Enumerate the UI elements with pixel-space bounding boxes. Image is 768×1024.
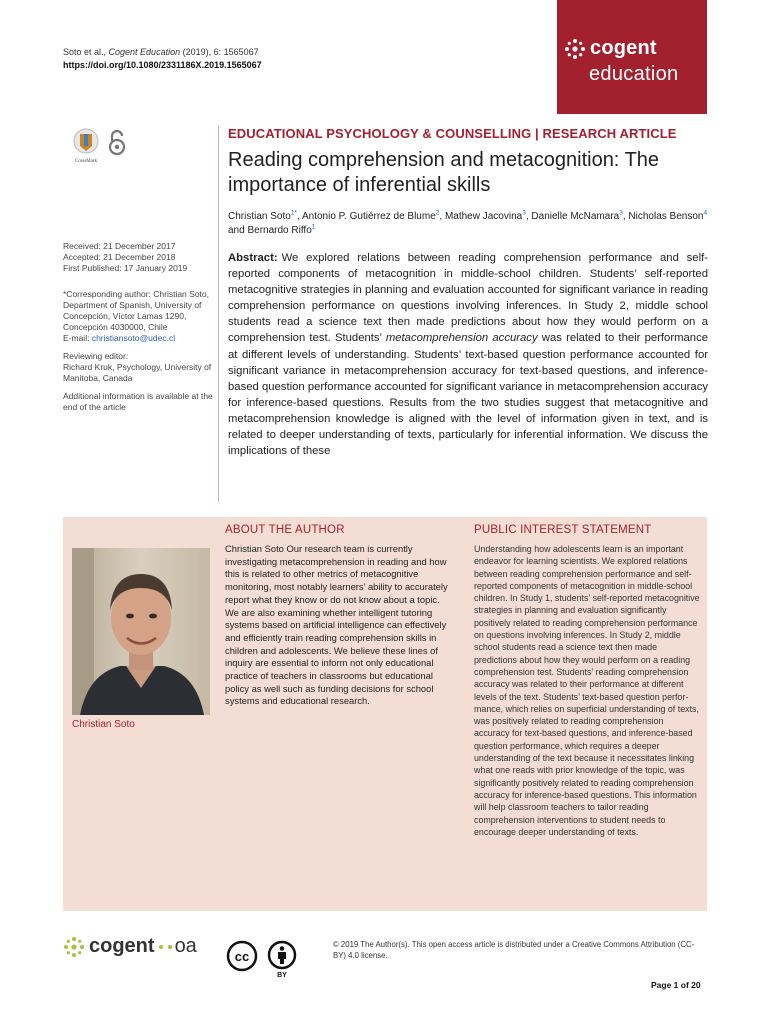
cc-by-license-badge[interactable] [226, 940, 298, 978]
brand-line1: cogent [590, 37, 657, 59]
cc-text: cc [234, 949, 250, 964]
journal-brand [557, 0, 707, 114]
logo-main-text: cogent [89, 935, 155, 957]
license-statement: © 2019 The Author(s). This open access article is distributed under a Creative Commons Attribution (CC-BY) 4.0 license. [333, 940, 695, 960]
column-divider [218, 126, 219, 502]
about-author-heading: ABOUT THE AUTHOR [225, 524, 345, 536]
crossmark-label: CrossMark [74, 159, 98, 164]
cogent-burst-icon [564, 38, 586, 60]
cogent-oa-logo[interactable] [63, 935, 197, 958]
author[interactable]: Mathew Jacovina$^3$ [444, 209, 526, 222]
badges [73, 128, 127, 164]
citation-block [63, 46, 262, 72]
author-photo [72, 548, 210, 715]
creative-commons-icon [226, 940, 258, 972]
correspondence-info [63, 289, 215, 420]
doi-link[interactable]: https://doi.org/10.1080/2331186X.2019.1565067 [63, 60, 262, 70]
logo-dots-icon [158, 943, 174, 951]
author-portrait-image [72, 548, 210, 715]
additional-info: Additional information is available at the end of the article [63, 391, 213, 412]
author[interactable]: Christian Soto$^{1*}$ [228, 209, 297, 222]
public-interest-heading: PUBLIC INTEREST STATEMENT [474, 524, 652, 536]
citation-line: Soto et al., Cogent Education (2019), 6: 1565067 [63, 47, 259, 57]
corresponding-author: *Corresponding author: Christian Soto, Department of Spanish, University of Concepción, Víctor Lamas 1290, Concepción 4030000, Chile E-mail: christiansoto@udec.cl [63, 289, 209, 343]
received-date: Received: 21 December 2017 [63, 241, 176, 251]
crossmark-badge[interactable] [73, 128, 99, 164]
brand-line2: education [589, 63, 679, 85]
open-access-icon [107, 128, 127, 158]
author[interactable]: Bernardo Riffo$^1$ [247, 223, 316, 236]
by-text: BY [277, 972, 287, 978]
cogent-burst-icon [63, 936, 85, 958]
logo-suffix-text: oa [174, 935, 197, 957]
author-email-link[interactable]: christiansoto@udec.cl [91, 333, 176, 343]
abstract-label: Abstract: [228, 252, 278, 264]
article-title: Reading comprehension and metacognition: The importance of inferential skills [228, 149, 660, 196]
abstract: Abstract: We explored relations between reading comprehension performance and self-reported components of metacognition in middle-school children. Students’ self-reported metacognitive strategies in planning and evaluation accounted for significant variance in reading comprehension performance on questions involving inferences. In Study 2, middle school students read a science text then made predictions about how they would perform on a comprehension test. Students’ metacomprehension accuracy was related to their performance at different levels of understanding. Students’ text-based question performance accounted for significant variance in metacomprehension accuracy for text-based questions, and inference-based question performance accounted for significant variance in metacomprehension accuracy for inference-based questions. Results from the two studies suggest that metacognitive and metacomprehension knowledge is aligned with the level of information given in text, and is related to deeper understanding of texts, particularly for inferential information. We discuss the implications of these [228, 252, 709, 458]
reviewing-editor: Reviewing editor: Richard Kruk, Psychology, University of Manitoba, Canada [63, 351, 212, 383]
author[interactable]: Danielle McNamara$^3$ [531, 209, 623, 222]
published-date: First Published: 17 January 2019 [63, 263, 188, 273]
brand-row [564, 37, 657, 60]
author-list: Christian Soto$^{1*}$, Antonio P. Gutiérrez de Blume$^2$, Mathew Jacovina$^3$, Danielle McNamara$^3$, Nicholas Benson$^4$ and Bernardo Riffo$^1$ [228, 209, 708, 236]
author[interactable]: Antonio P. Gutiérrez de Blume$^2$ [301, 209, 440, 222]
photo-caption: Christian Soto [72, 719, 135, 730]
article-history [63, 241, 215, 274]
accepted-date: Accepted: 21 December 2018 [63, 252, 176, 262]
attribution-icon [266, 940, 298, 978]
author[interactable]: Nicholas Benson$^4$ [628, 209, 708, 222]
about-author-text: Christian Soto Our research team is currently investigating metacomprehension in reading and how this is related to other metrics of metacognitive monitoring, most notably learners’ ability to accurately report what they know or do not know about a topic. We are also examining whether intelligent tutoring systems based on artificial intelligence can effectively and efficiently train reading comprehension skills in children and adolescents. We believe these lines of inquiry are essential to inform not only educational practice of teachers in classrooms but educational policy as well such as funding decisions for school systems and educational research. [225, 543, 448, 707]
section-label: EDUCATIONAL PSYCHOLOGY & COUNSELLING | RESEARCH ARTICLE [228, 126, 677, 141]
public-interest-text: Understanding how adolescents learn is an important endeavor for learning scientists. We explored relations between reading comprehension performance and self-reported components of metacognition in middle-school children. In Study 1, students’ self-reported metacognitive strategies in planning and evaluation significantly positively related to reading comprehension performance on questions involving inferences. In Study 2, middle school students read a science text then made predictions about how they would perform on a reading comprehension test. Students’ reading comprehension accuracy was related to their performance at different levels of the text. Students’ text-based question performance, which relies on superficial understanding of texts, was positively related to reading comprehension accuracy for text-based questions, and inference-based question performance, which requires a deeper understanding of the text because it necessitates linking what one reads with prior knowledge of the topic, was significantly positively related to reading comprehension accuracy for inference-based questions. This information will help classroom teachers to tailor reading comprehension interventions to student needs to encourage deeper understanding of texts. [474, 544, 700, 837]
page-number: Page 1 of 20 [651, 980, 701, 990]
crossmark-icon [73, 128, 99, 158]
